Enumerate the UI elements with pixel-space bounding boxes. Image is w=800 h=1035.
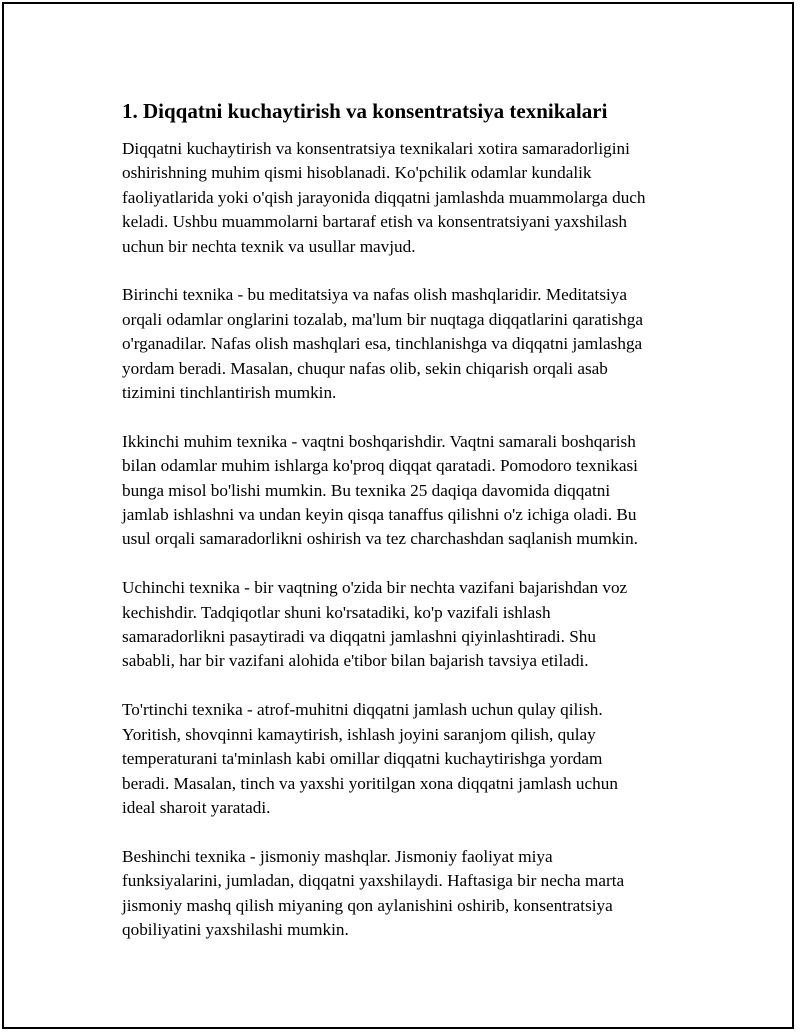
document-title: 1. Diqqatni kuchaytirish va konsentratsiya texnikalari	[122, 99, 608, 123]
text-line: qobiliyatini yaxshilashi mumkin.	[122, 919, 349, 939]
text-line: yordam beradi. Masalan, chuqur nafas olib, sekin chiqarish orqali asab	[122, 358, 608, 378]
text-line: ideal sharoit yaratadi.	[122, 797, 271, 817]
text-line: samaradorlikni pasaytiradi va diqqatni jamlashni qiyinlashtiradi. Shu	[122, 627, 596, 647]
paragraph-first-technique	[122, 283, 692, 405]
text-line: Yoritish, shovqinni kamaytirish, ishlash joyini saranjom qilish, qulay	[122, 724, 596, 744]
text-line: beradi. Masalan, tinch va yaxshi yoritilgan xona diqqatni jamlash uchun	[122, 773, 618, 793]
text-line: To'rtinchi texnika - atrof-muhitni diqqatni jamlash uchun qulay qilish.	[122, 700, 603, 720]
text-line: bilan odamlar muhim ishlarga ko'proq diqqat qaratadi. Pomodoro texnikasi	[122, 456, 638, 476]
text-line: faoliyatlarida yoki o'qish jarayonida diqqatni jamlashda muammolarga duch	[122, 187, 646, 207]
text-line: funksiyalarini, jumladan, diqqatni yaxshilaydi. Haftasiga bir necha marta	[122, 871, 625, 891]
text-line: Diqqatni kuchaytirish va konsentratsiya texnikalari xotira samaradorligini	[122, 139, 630, 158]
text-line: usul orqali samaradorlikni oshirish va tez charchashdan saqlanish mumkin.	[122, 529, 638, 549]
text-line: tizimini tinchlantirish mumkin.	[122, 383, 337, 403]
text-line: sababli, har bir vazifani alohida e'tibor bilan bajarish tavsiya etiladi.	[122, 651, 589, 671]
paragraph-intro	[122, 137, 692, 259]
text-line: jamlab ishlashni va undan keyin qisqa tanaffus qilishni o'z ichiga oladi. Bu	[122, 505, 637, 525]
paragraph-second-technique	[122, 430, 692, 552]
document-body	[122, 98, 692, 967]
text-line: Ikkinchi muhim texnika - vaqtni boshqarishdir. Vaqtni samarali boshqarish	[122, 431, 636, 451]
paragraph-fourth-technique	[122, 698, 692, 820]
text-line: temperaturani ta'minlash kabi omillar diqqatni kuchaytirishga yordam	[122, 749, 603, 769]
text-line: uchun bir nechta texnik va usullar mavjud.	[122, 236, 416, 256]
text-line: Uchinchi texnika - bir vaqtning o'zida bir nechta vazifani bajarishdan voz	[122, 578, 628, 598]
text-line: keladi. Ushbu muammolarni bartaraf etish va konsentratsiyani yaxshilash	[122, 212, 627, 232]
text-line: Birinchi texnika - bu meditatsiya va nafas olish mashqlaridir. Meditatsiya	[122, 285, 628, 305]
text-line: bunga misol bo'lishi mumkin. Bu texnika 25 daqiqa davomida diqqatni	[122, 480, 611, 500]
text-line: oshirishning muhim qismi hisoblanadi. Ko'pchilik odamlar kundalik	[122, 163, 592, 183]
paragraph-third-technique	[122, 576, 692, 674]
text-line: orqali odamlar onglarini tozalab, ma'lum bir nuqtaga diqqatlarini qaratishga	[122, 309, 643, 329]
paragraph-fifth-technique	[122, 845, 692, 943]
text-line: o'rganadilar. Nafas olish mashqlari esa, tinchlanishga va diqqatni jamlashga	[122, 334, 643, 354]
text-line: kechishdir. Tadqiqotlar shuni ko'rsatadiki, ko'p vazifali ishlash	[122, 602, 551, 622]
text-line: Beshinchi texnika - jismoniy mashqlar. Jismoniy faoliyat miya	[122, 846, 553, 866]
text-line: jismoniy mashq qilish miyaning qon aylanishini oshirib, konsentratsiya	[122, 895, 613, 915]
page-frame	[2, 2, 794, 1029]
